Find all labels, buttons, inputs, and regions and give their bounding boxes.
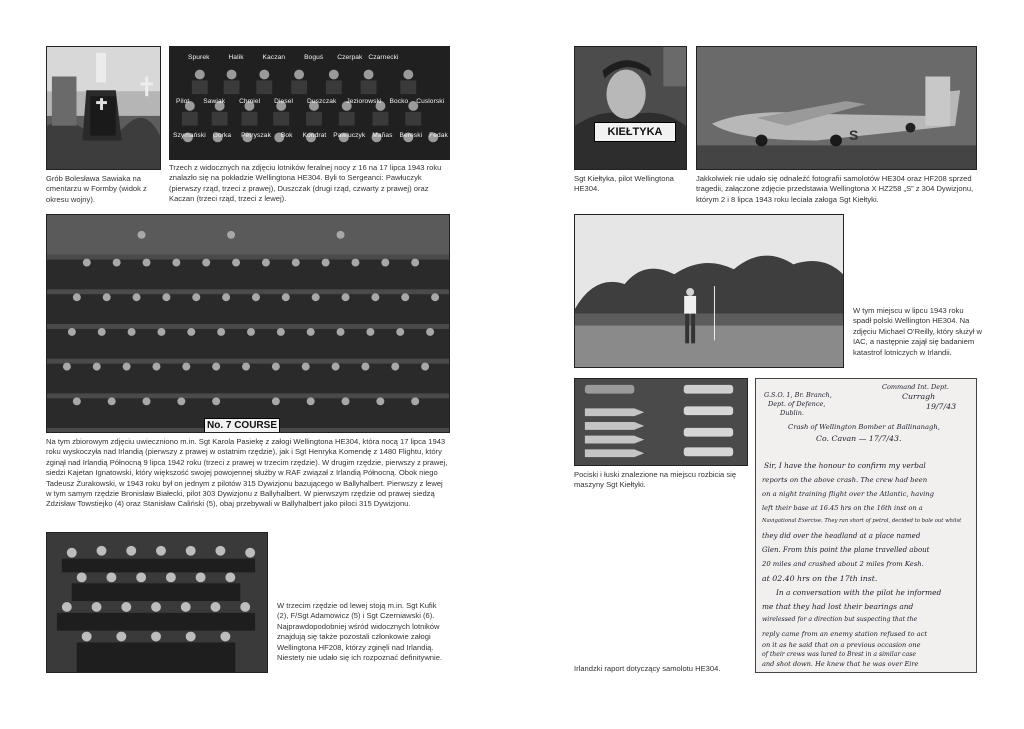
report-line: Dept. of Defence, bbox=[768, 400, 826, 408]
group1-row2-name: Sawiak bbox=[203, 98, 226, 105]
group1-row3-name: Fedak bbox=[429, 132, 448, 139]
aircraft-photo-image bbox=[697, 47, 976, 169]
report-line: reply came from an enemy station refused to act bbox=[762, 630, 928, 638]
report-line: In a conversation with the pilot he informed bbox=[776, 588, 942, 597]
group1-row3-name: Szymański bbox=[173, 132, 206, 139]
report-line: 19/7/43 bbox=[926, 402, 957, 411]
group1-row1-name: Boguś bbox=[304, 54, 324, 61]
report-document bbox=[755, 378, 977, 673]
report-line: Curragh bbox=[902, 392, 936, 401]
course-photo-image bbox=[47, 215, 449, 432]
course-caption: Na tym zbiorowym zdjęciu uwieczniono m.in. Sgt Karola Pasiekę z załogi Wellingtona HE304, która nocą 17 lipca 1943 roku wyskoczyła nad Irlandią (pierwszy z prawej w ostatnim rzędzie), jak i Sgt Henryka Komendę z 1480 Flightu, który zginął nad Irlandią Północną 9 lipca 1942 roku (trzeci z prawej w trzecim rzędzie). W drugim rzędzie, pierwszy z prawej, siedzi Kajetan Ignatowski, który większość swojej powojennej służby w RAF związał z Irlandią Północną. Obok niego Tadeusz Żurakowski, w 1943 roku był on jednym z pilotów 315 Dywizjonu bazującego w Ballyhalbert. Pierwszy z lewej w tym samym rzędzie Bronisław Białecki, pilot 303 Dywizjonu z Ballyhalbert. W pierwszym rzędzie od prawej siedzą Zdzisław Towstiejko (4) oraz Stanisław Caliński (5), obaj przebywali w Ballyhalbert jako piloci 315 Dywizjonu. bbox=[46, 437, 448, 509]
group3-caption: W trzecim rzędzie od lewej stoją m.in. Sgt Kufik (2), F/Sgt Adamowicz (5) i Sgt Czerniawski (6). Najprawdopodobniej wśród widocznych lotników znajdują się także pozostali członkowie załogi Wellingtona HF208, którzy zginęli nad Irlandią. Niestety nie udało się ich rozpoznać definitywnie. bbox=[277, 601, 443, 663]
group1-row2-name: Diesel bbox=[274, 98, 294, 105]
course-photo bbox=[46, 214, 450, 433]
portrait-badge: KIEŁTYKA bbox=[594, 122, 676, 142]
aircraft-caption: Jakkolwiek nie udało się odnaleźć fotografii samolotów HE304 oraz HF208 sprzed tragedii, załączone zdjęcie przedstawia Wellingtona X HZ258 „S” z 304 Dywizjonu, którym 2 i 8 lipca 1943 roku leciała załoga Sgt Kiełtyki. bbox=[696, 174, 974, 204]
group1-row1-name: Czarnecki bbox=[368, 54, 399, 61]
grave-caption: Grób Bolesława Sawiaka na cmentarzu w Formby (widok z okresu wojny). bbox=[46, 174, 147, 204]
field-photo-image bbox=[575, 215, 843, 367]
grave-photo-image bbox=[47, 47, 160, 169]
report-line: me that they had lost their bearings and bbox=[762, 602, 914, 611]
bullets-caption: Pociski i łuski znalezione na miejscu rozbicia się maszyny Sgt Kiełtyki. bbox=[574, 470, 737, 490]
report-line: Command Int. Dept. bbox=[882, 383, 949, 391]
aircraft-code: S bbox=[849, 127, 859, 143]
report-line: on a night training flight over the Atlantic, having bbox=[762, 490, 934, 498]
portrait-photo bbox=[574, 46, 687, 170]
group1-row1-name: Halik bbox=[228, 54, 244, 61]
report-line: on it as he said that on a previous occasion one bbox=[762, 641, 921, 649]
report-line: and shot down. He knew that he was over Eire bbox=[762, 660, 919, 668]
report-line: reports on the above crash. The crew had been bbox=[762, 476, 928, 484]
report-line: G.S.O. 1, Br. Branch, bbox=[764, 391, 832, 399]
report-line: Navigational Exercise. They ran short of petrol, decided to bale out whilst bbox=[762, 518, 962, 524]
report-line: 20 miles and crashed about 2 miles from Kesh. bbox=[762, 560, 924, 568]
group1-row3-name: Bereski bbox=[399, 132, 423, 139]
field-caption: W tym miejscu w lipcu 1943 roku spadł polski Wellington HE304. Na zdjęciu Michael O’Reilly, który służył w IAC, a następnie zajął się badaniem katastrof lotniczych w Irlandii. bbox=[853, 306, 982, 357]
group1-row2-name: Duszczak bbox=[307, 98, 337, 105]
group1-row2-name: Jeziorowski bbox=[346, 98, 382, 105]
bullets-photo bbox=[574, 378, 748, 466]
group1-row3-name: Mañas bbox=[372, 132, 393, 139]
report-line: of their crews was lured to Brest in a similar case bbox=[762, 651, 916, 658]
portrait-caption: Sgt Kiełtyka, pilot Wellingtona HE304. bbox=[574, 174, 674, 194]
course-sign: No. 7 COURSE bbox=[204, 418, 280, 433]
grave-photo bbox=[46, 46, 161, 170]
group1-row1-name: Spurek bbox=[188, 54, 210, 61]
group1-row1-name: Czerpak bbox=[337, 54, 363, 61]
group1-row3-name: Kondrat bbox=[302, 132, 327, 139]
group-photo-3-image bbox=[47, 533, 267, 672]
report-line: left their base at 16.45 hrs on the 16th inst on a bbox=[762, 504, 923, 512]
report-line: Dublin. bbox=[780, 409, 804, 417]
report-line: wirelessed for a direction but suspecting that the bbox=[762, 616, 918, 623]
group1-row2-name: Cuslorski bbox=[416, 98, 445, 105]
report-line: Glen. From this point the plane travelled about bbox=[762, 546, 930, 554]
group1-row3-name: Pawluczyk bbox=[333, 132, 366, 139]
report-caption: Irlandzki raport dotyczący samolotu HE304. bbox=[574, 664, 721, 673]
report-line: at 02.40 hrs on the 17th inst. bbox=[762, 574, 878, 583]
report-line: Crash of Wellington Bomber at Ballinanagh, bbox=[788, 423, 940, 431]
portrait-photo-image bbox=[575, 47, 686, 169]
report-line: they did over the headland at a place named bbox=[762, 532, 921, 540]
group1-row2-name: Bocko bbox=[389, 98, 409, 105]
group1-row3-name: Bok bbox=[280, 132, 293, 139]
group1-row1-name: Kaczan bbox=[262, 54, 286, 61]
group1-row3-name: Gorka bbox=[212, 132, 232, 139]
aircraft-photo bbox=[696, 46, 977, 170]
group-photo-1 bbox=[169, 46, 450, 160]
field-photo bbox=[574, 214, 844, 368]
group1-row2-name: Pilot bbox=[176, 98, 190, 105]
group1-row3-name: Petryszak bbox=[241, 132, 271, 139]
group-photo-3 bbox=[46, 532, 268, 673]
group1-row2-name: Chmiel bbox=[239, 98, 261, 105]
group1-caption: Trzech z widocznych na zdjęciu lotników feralnej nocy z 16 na 17 lipca 1943 roku znalazło się na pokładzie Wellingtona HE304. Byli to Sergeanci: Pawłuczyk (pierwszy rząd, trzeci z prawej), Duszczak (drugi rząd, czwarty z prawej) oraz Kaczan (trzeci rząd, trzeci z lewej). bbox=[169, 163, 442, 204]
report-line: Sir, I have the honour to confirm my verbal bbox=[764, 461, 926, 470]
report-line: Co. Cavan — 17/7/43. bbox=[816, 434, 902, 443]
bullets-photo-image bbox=[575, 379, 747, 465]
right-page bbox=[512, 0, 1024, 729]
